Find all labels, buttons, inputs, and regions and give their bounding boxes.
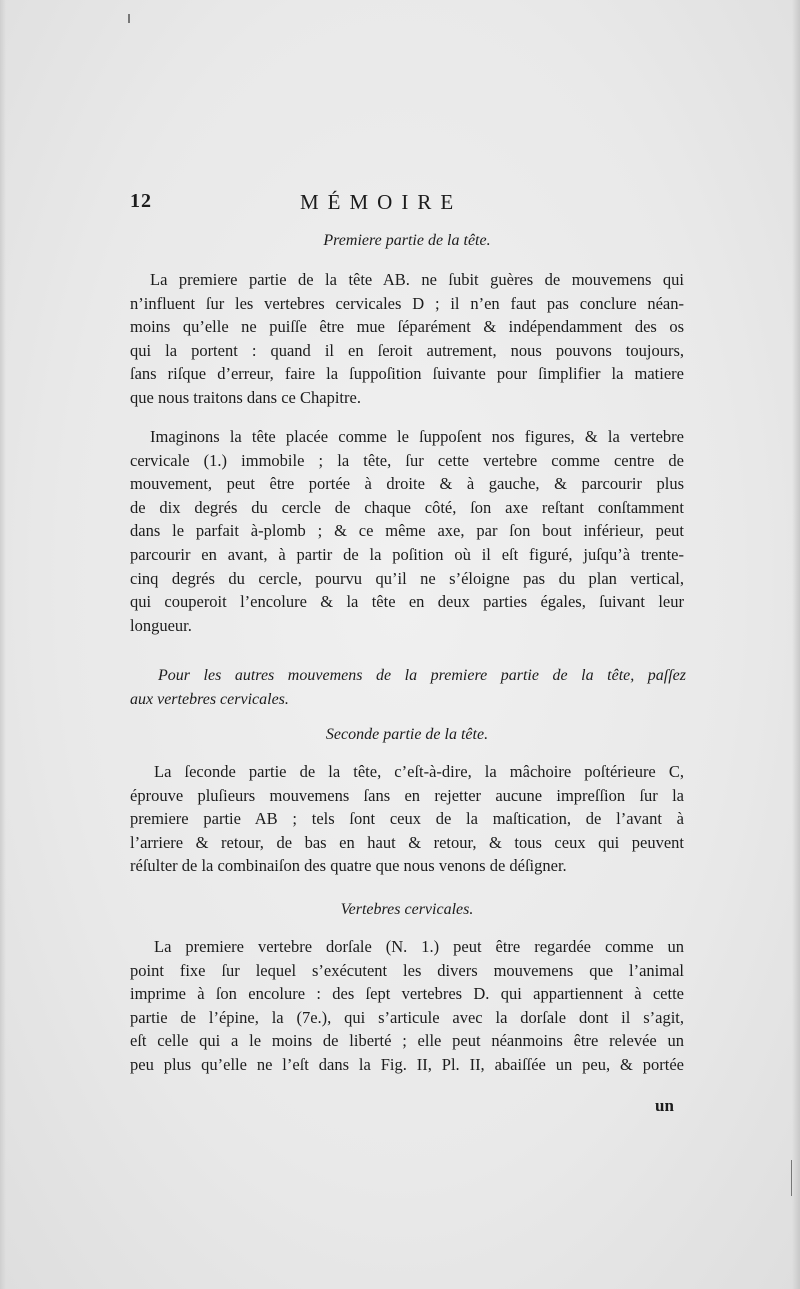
text-line: cinq degrés du cercle, pourvu qu’il ne s’éloigne pas du plan vertical, [130,568,684,588]
text-line: Pour les autres mouvemens de la premiere partie de la tête, paſſez [158,667,686,684]
ink-mark [128,14,130,23]
text-line: longueur. [130,615,192,635]
text-line: La premiere partie de la tête AB. ne ſubit guères de mouvemens qui [150,270,684,289]
text-line: éprouve pluſieurs mouvemens ſans en rejetter aucune impreſſion ſur la [130,785,684,805]
text-line: premiere partie AB ; tels ſont ceux de la maſtication, de l’avant à [130,809,684,829]
text-line: n’influent ſur les vertebres cervicales D ; il n’en faut pas conclure néan- [130,293,684,313]
page-header [130,190,690,220]
page-number: 12 [130,190,152,212]
text-line: l’arriere & retour, de bas en haut & retour, & tous ceux qui peuvent [130,832,684,852]
text-line: La premiere vertebre dorſale (N. 1.) peut être regardée comme un [154,937,684,956]
paragraph [130,760,684,878]
page-right-edge-shadow [792,0,800,1289]
text-line: de dix degrés du cercle de chaque côté, ſon axe reſtant conſtamment [130,497,684,517]
text-line: dans le parfait à-plomb ; & ce même axe, par ſon bout inférieur, peut [130,521,684,541]
page-left-edge-shadow [0,0,6,1289]
text-line: eſt celle qui a le moins de liberté ; elle peut néanmoins être relevée un [130,1031,684,1051]
text-line: point fixe ſur lequel s’exécutent les divers mouvemens que l’animal [130,960,684,980]
section-heading: Premiere partie de la tête. [323,232,491,249]
section-heading: Seconde partie de la tête. [325,726,489,743]
text-line: partie de l’épine, la (7e.), qui s’articule avec la dorſale dont il s’agit, [130,1007,684,1027]
paragraph [130,935,684,1077]
catchword: un [655,1096,674,1115]
text-line: qui couperoit l’encolure & la tête en deux parties égales, ſuivant leur [130,592,684,612]
text-line: Imaginons la tête placée comme le ſuppoſent nos figures, & la vertebre [150,427,684,446]
text-line: qui la portent : quand il en ſeroit autrement, nous pouvons toujours, [130,340,684,360]
text-line: moins qu’elle ne puiſſe être mue ſéparément & indépendamment des os [130,317,684,337]
text-line: que nous traitons dans ce Chapitre. [130,387,361,407]
text-line: imprime à ſon encolure : des ſept vertebres D. qui appartiennent à cette [130,984,684,1004]
section-heading: Vertebres cervicales. [340,901,474,918]
ink-mark [791,1160,792,1196]
paragraph [130,425,684,637]
text-line: La ſeconde partie de la tête, c’eſt-à-dire, la mâchoire poſtérieure C, [154,762,684,781]
text-line: peu plus qu’elle ne l’eſt dans la Fig. II, Pl. II, abaiſſée un peu, & portée [130,1054,684,1074]
paragraph [130,268,684,410]
text-line: aux vertebres cervicales. [130,691,289,708]
running-title: MÉMOIRE [300,190,463,214]
text-line: cervicale (1.) immobile ; la tête, ſur cette vertebre comme centre de [130,450,684,470]
text-line: réſulter de la combinaiſon des quatre que nous venons de déſigner. [130,856,567,876]
text-line: ſans riſque d’erreur, faire la ſuppoſition ſuivante pour ſimplifier la matiere [130,364,684,384]
cross-reference-note [130,664,686,712]
text-line: mouvement, peut être portée à droite & à gauche, & parcourir plus [130,474,684,494]
text-line: parcourir en avant, à partir de la poſition où il eſt figuré, juſqu’à trente- [130,544,684,564]
